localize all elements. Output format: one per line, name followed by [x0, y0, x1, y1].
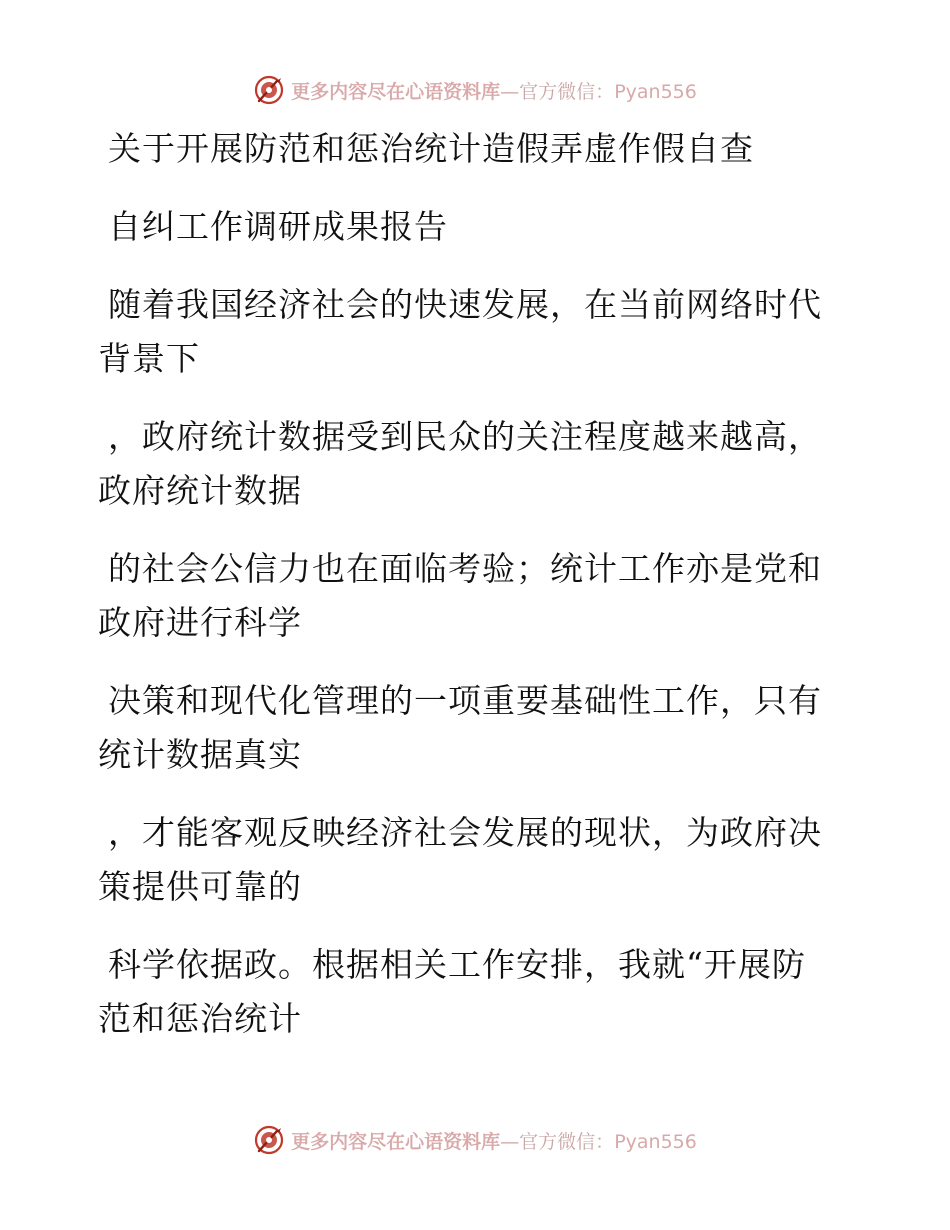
- paragraph-line-second: 背景下: [98, 339, 200, 378]
- paragraph-line-first: 决策和现代化管理的一项重要基础性工作，只有: [108, 681, 822, 720]
- banner-account: Pyan556: [614, 80, 697, 103]
- title-line-2: 自纠工作调研成果报告: [108, 207, 448, 246]
- document-subtitle: [98, 200, 838, 254]
- banner-wechat-label: 官方微信：: [519, 1130, 615, 1153]
- header-banner-content: [253, 74, 697, 106]
- footer-banner: [0, 1120, 950, 1160]
- paragraph-line-first: 随着我国经济社会的快速发展，在当前网络时代: [108, 285, 822, 324]
- paragraph-line-second: 政府统计数据: [98, 471, 302, 510]
- paragraph: [98, 410, 838, 518]
- title-line-1: 关于开展防范和惩治统计造假弄虚作假自查: [108, 129, 754, 168]
- document-body: [98, 122, 838, 1070]
- banner-dash: —: [500, 1130, 520, 1153]
- banner-text: [291, 1127, 697, 1154]
- banner-text: [291, 77, 697, 104]
- paragraph-line-second: 政府进行科学: [98, 603, 302, 642]
- header-banner: [0, 70, 950, 110]
- banner-brand: 更多内容尽在心语资料库: [291, 80, 501, 103]
- paragraph-line-first: 的社会公信力也在面临考验；统计工作亦是党和: [108, 549, 822, 588]
- quill-seal-logo-icon: [253, 74, 285, 106]
- paragraph: [98, 938, 838, 1046]
- quill-seal-logo-icon: [253, 1124, 285, 1156]
- paragraph: [98, 674, 838, 782]
- footer-banner-content: [253, 1124, 697, 1156]
- banner-dash: —: [500, 80, 520, 103]
- paragraph: [98, 806, 838, 914]
- paragraph-line-second: 范和惩治统计: [98, 999, 302, 1038]
- paragraph-line-first: 科学依据政。根据相关工作安排，我就“开展防: [108, 945, 806, 984]
- paragraph-line-second: 策提供可靠的: [98, 867, 302, 906]
- banner-wechat-label: 官方微信：: [519, 80, 615, 103]
- banner-account: Pyan556: [614, 1130, 697, 1153]
- paragraph: [98, 542, 838, 650]
- paragraph-line-first: ，政府统计数据受到民众的关注程度越来越高，: [108, 417, 822, 456]
- document-title: [98, 122, 838, 176]
- paragraph-line-second: 统计数据真实: [98, 735, 302, 774]
- paragraph-line-first: ，才能客观反映经济社会发展的现状，为政府决: [108, 813, 822, 852]
- paragraph: [98, 278, 838, 386]
- banner-brand: 更多内容尽在心语资料库: [291, 1130, 501, 1153]
